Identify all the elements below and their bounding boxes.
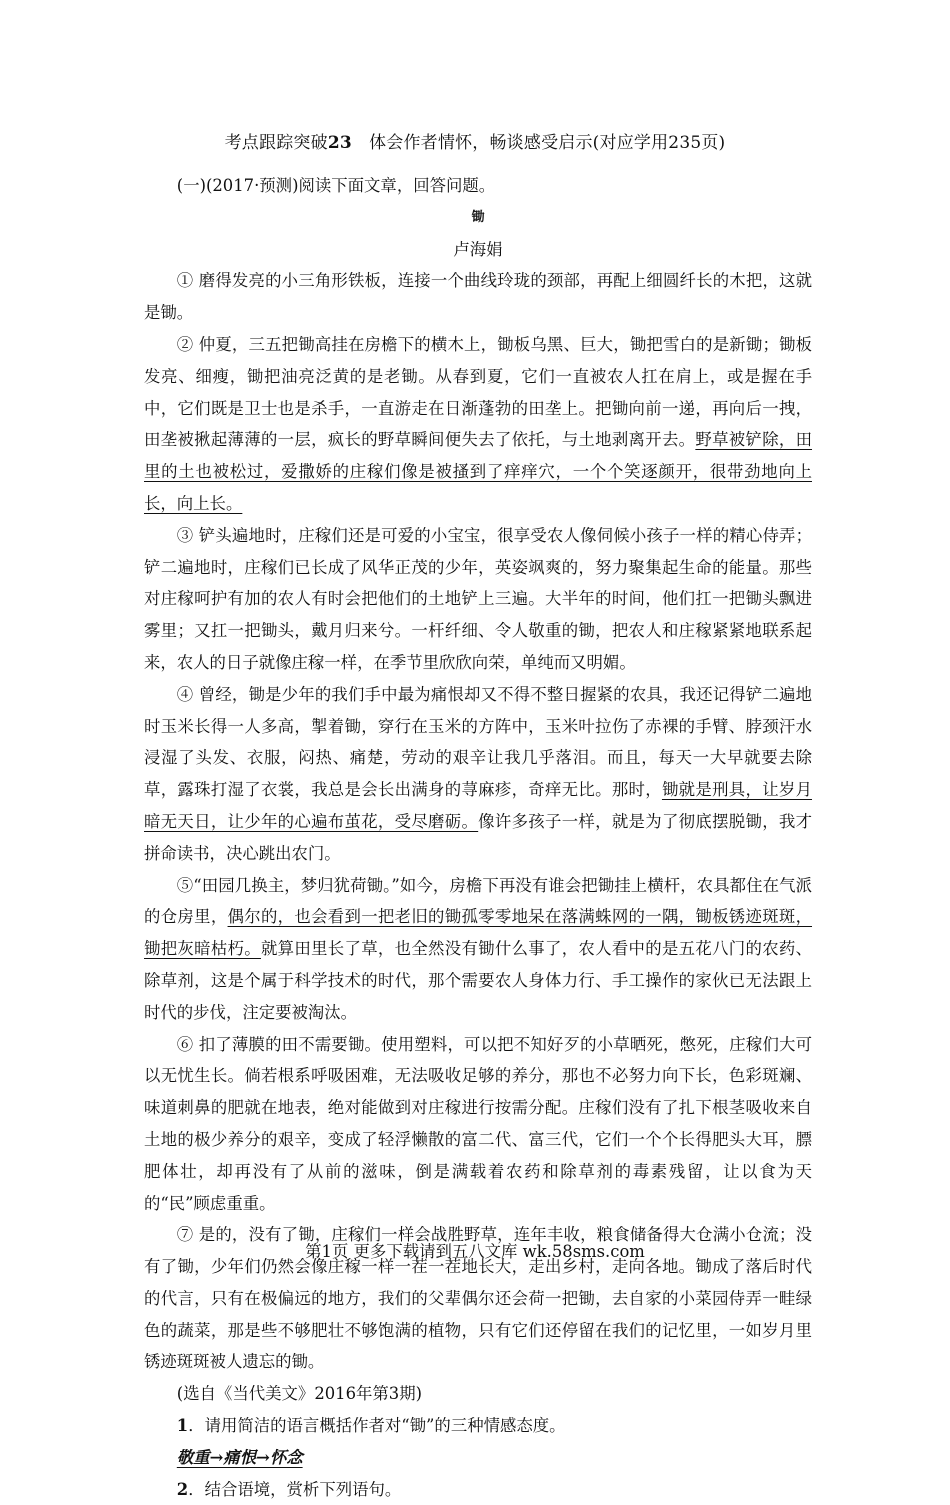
title-rest: 体会作者情怀，畅谈感受启示(对应学用235页) [351,133,726,153]
paragraph-7: ⑦ 是的，没有了锄，庄稼们一样会战胜野草，连年丰收，粮食储备得大仓满小仓流；没有了锄，少年们仍然会像庄稼一样一茬一茬地长大，走出乡村，走向各地。锄成了落后时代的代言，只有在极偏远的地方，我们的父辈偶尔还会荷一把锄，去自家的小菜园侍弄一畦绿色的蔬菜，那是些不够肥壮不够饱满的植物，只有它们还停留在我们的记忆里，一如岁月里锈迹斑斑被人遗忘的锄。 [144,1225,812,1372]
underlined-sentence: 野草被铲除，田里的土也被松过，爱撒娇的庄稼们像是被搔到了痒痒穴，一个个笑逐颜开，很带劲地向上长，向上长。 [144,430,813,513]
underlined-sentence: 偶尔的，也会看到一把老旧的锄孤零零地呆在落满蛛网的一隅，锄板锈迹斑斑，锄把灰暗枯朽。 [144,907,813,959]
title-number: 23 [327,133,352,153]
underlined-sentence: 锄就是刑具，让岁月暗无天日，让少年的心遍布茧花，受尽磨砺。 [144,780,813,831]
paragraph-3: ③ 铲头遍地时，庄稼们还是可爱的小宝宝，很享受农人像伺候小孩子一样的精心侍弄；铲二遍地时，庄稼们已长成了风华正茂的少年，英姿飒爽的，努力聚集起生命的能量。那些对庄稼呵护有加的农人有时会把他们的土地铲上三遍。大半年的时间，他们扛一把锄头飘进雾里；又扛一把锄头，戴月归来兮。一杆纤细、令人敬重的锄，把农人和庄稼紧紧地联系起来，农人的日子就像庄稼一样，在季节里欣欣向荣，单纯而又明媚。 [144,525,812,672]
paragraph-4: ④ 曾经，锄是少年的我们手中最为痛恨却又不得不整日握紧的农具，我还记得铲二遍地时玉米长得一人多高，掣着锄，穿行在玉米的方阵中，玉米叶拉伤了赤裸的手臂、脖颈汗水浸湿了头发、衣服，闷热、痛楚，劳动的艰辛让我几乎落泪。而且，每天一大早就要去除草，露珠打湿了衣裳，我总是会长出满身的荨麻疹，奇痒无比。那时，锄就是刑具，让岁月暗无天日，让少年的心遍布茧花，受尽磨砺。像许多孩子一样，就是为了彻底摆脱锄，我才拼命读书，决心跳出农门。 [144,684,813,863]
page-footer: 第1页 更多下载请到五八文库 wk.58sms.com [305,1242,645,1261]
paragraph-6: ⑥ 扣了薄膜的田不需要锄。使用塑料，可以把不知好歹的小草晒死，憋死，庄稼们大可以无忧生长。倘若根系呼吸困难，无法吸收足够的养分，那也不必努力向下长，色彩斑斓、味道刺鼻的肥就在地表，绝对能做到对庄稼进行按需分配。庄稼们没有了扎下根茎吸收来自土地的极少养分的艰辛，变成了轻浮懒散的富二代、富三代，它们一个个长得肥头大耳，膘肥体壮，却再没有了从前的滋味，倒是满载着农药和除草剂的毒素残留，让以食为天的“民”顾虑重重。 [144,1034,812,1213]
question-2: 2．结合语境，赏析下列语句。 [176,1479,402,1499]
article-title: 锄 [471,209,485,225]
article-author: 卢海娟 [453,239,503,259]
paragraph-1: ① 磨得发亮的小三角形铁板，连接一个曲线玲珑的颈部，再配上细圆纤长的木把，这就是锄。 [144,271,812,323]
question-1: 1．请用简洁的语言概括作者对“锄”的三种情感态度。 [176,1416,566,1436]
answer-1: 敬重→痛恨→怀念 [176,1447,303,1467]
title-prefix: 考点跟踪突破 [224,133,328,153]
document-body [144,170,812,1505]
page-title [0,128,950,153]
reading-intro: (一)(2017·预测)阅读下面文章，回答问题。 [176,176,496,195]
paragraph-2: ② 仲夏，三五把锄高挂在房檐下的横木上，锄板乌黑、巨大，锄把雪白的是新锄；锄板发亮、细瘦，锄把油亮泛黄的是老锄。从春到夏，它们一直被农人扛在肩上，或是握在手中，它们既是卫士也是杀手，一直游走在日渐蓬勃的田垄上。把锄向前一递，再向后一拽，田垄被揪起薄薄的一层，疯长的野草瞬间便失去了依托，与土地剥离开去。野草被铲除，田里的土也被松过，爱撒娇的庄稼们像是被搔到了痒痒穴，一个个笑逐颜开，很带劲地向上长，向上长。 [144,334,813,513]
article-source: (选自《当代美文》2016年第3期) [176,1384,423,1404]
paragraph-5: ⑤“田园几换主，梦归犹荷锄。”如今，房檐下再没有谁会把锄挂上横杆，农具都住在气派的仓房里，偶尔的，也会看到一把老旧的锄孤零零地呆在落满蛛网的一隅，锄板锈迹斑斑，锄把灰暗枯朽。就算田里长了草，也全然没有锄什么事了，农人看中的是五花八门的农药、除草剂，这是个属于科学技术的时代，那个需要农人身体力行、手工操作的家伙已无法跟上时代的步伐，注定要被淘汰。 [144,875,813,1022]
